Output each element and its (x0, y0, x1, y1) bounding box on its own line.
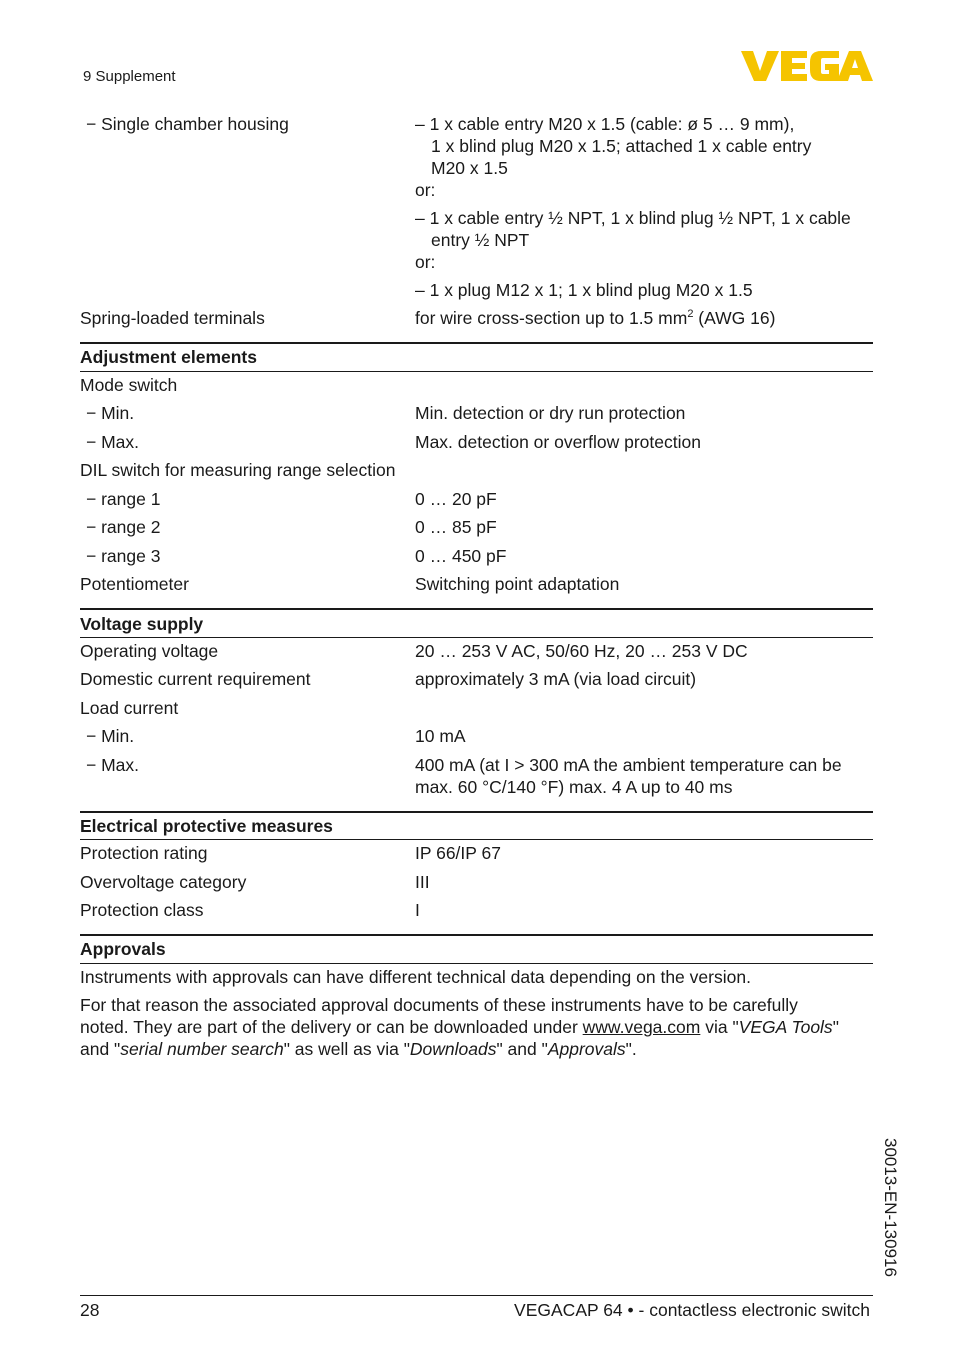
section-rule-top (80, 608, 873, 610)
section-rule-bottom (80, 963, 873, 964)
voltage-section-title: Voltage supply (80, 614, 204, 634)
vega-tools-term: VEGA Tools (738, 1017, 833, 1037)
serial-number-search-term: serial number search (120, 1039, 284, 1059)
mode-min-value: Min. detection or dry run protection (415, 403, 686, 423)
approvals-text: " (832, 1017, 839, 1037)
approvals-text: via " (700, 1017, 739, 1037)
housing-or-1: or: (415, 180, 436, 200)
terminals-value-main: for wire cross-section up to 1.5 mm (415, 308, 688, 328)
footer-rule (80, 1295, 873, 1296)
adjustment-section-title: Adjustment elements (80, 347, 257, 367)
page-number: 28 (80, 1300, 100, 1320)
protection-class-label: Protection class (80, 900, 204, 920)
electrical-section-title: Electrical protective measures (80, 816, 333, 836)
overvoltage-value: III (415, 872, 430, 892)
terminals-value-superscript: 2 (687, 308, 694, 321)
section-rule-bottom (80, 371, 873, 372)
protection-class-value: I (415, 900, 420, 920)
housing-label: − Single chamber housing (86, 114, 289, 134)
terminals-label: Spring-loaded terminals (80, 308, 265, 328)
mode-min-label: − Min. (86, 403, 135, 423)
domestic-current-value: approximately 3 mA (via load circuit) (415, 669, 697, 689)
approvals-term: Approvals (547, 1039, 626, 1059)
load-max-value-line1: 400 mA (at I > 300 mA the ambient temperature can be (415, 755, 842, 775)
mode-switch-label: Mode switch (80, 375, 178, 395)
dil-switch-label: DIL switch for measuring range selection (80, 460, 396, 480)
approvals-paragraph-2-line1: For that reason the associated approval documents of these instruments have to be carefully (80, 995, 798, 1015)
range2-label: − range 2 (86, 517, 161, 537)
vega-website-link[interactable]: www.vega.com (582, 1017, 701, 1037)
approvals-paragraph-2-line2 (80, 1016, 839, 1038)
section-rule-top (80, 342, 873, 344)
overvoltage-label: Overvoltage category (80, 872, 247, 892)
approvals-text: ". (625, 1039, 637, 1059)
range3-label: − range 3 (86, 546, 161, 566)
load-min-label: − Min. (86, 726, 135, 746)
approvals-text: noted. They are part of the delivery or can be downloaded under (80, 1017, 583, 1037)
document-code: 30013-EN-130916 (881, 1138, 900, 1277)
range2-value: 0 … 85 pF (415, 517, 497, 537)
section-rule-top (80, 811, 873, 813)
range3-value: 0 … 450 pF (415, 546, 507, 566)
housing-entry1-line3: M20 x 1.5 (431, 158, 508, 178)
section-rule-bottom (80, 839, 873, 840)
load-current-label: Load current (80, 698, 179, 718)
running-header: 9 Supplement (83, 68, 176, 85)
potentiometer-label: Potentiometer (80, 574, 189, 594)
load-min-value: 10 mA (415, 726, 466, 746)
section-rule-bottom (80, 637, 873, 638)
operating-voltage-value: 20 … 253 V AC, 50/60 Hz, 20 … 253 V DC (415, 641, 748, 661)
housing-entry2-line2: entry ½ NPT (431, 230, 530, 250)
terminals-value (415, 307, 775, 329)
approvals-text: " as well as via " (283, 1039, 410, 1059)
terminals-value-awg: (AWG 16) (693, 308, 776, 328)
domestic-current-label: Domestic current requirement (80, 669, 311, 689)
mode-max-value: Max. detection or overflow protection (415, 432, 701, 452)
potentiometer-value: Switching point adaptation (415, 574, 620, 594)
vega-logo (741, 49, 873, 83)
load-max-value-line2: max. 60 °C/140 °F) max. 4 A up to 40 ms (415, 777, 733, 797)
mode-max-label: − Max. (86, 432, 140, 452)
protection-rating-value: IP 66/IP 67 (415, 843, 501, 863)
document-code-vertical (880, 1138, 910, 1298)
range1-label: − range 1 (86, 489, 161, 509)
protection-rating-label: Protection rating (80, 843, 208, 863)
section-rule-top (80, 934, 873, 936)
approvals-section-title: Approvals (80, 939, 166, 959)
housing-or-2: or: (415, 252, 436, 272)
operating-voltage-label: Operating voltage (80, 641, 219, 661)
load-max-label: − Max. (86, 755, 140, 775)
housing-entry1-line1: – 1 x cable entry M20 x 1.5 (cable: ø 5 … 9 mm), (415, 114, 795, 134)
approvals-text: and " (80, 1039, 121, 1059)
housing-entry3-line1: – 1 x plug M12 x 1; 1 x blind plug M20 x 1.5 (415, 280, 753, 300)
housing-entry1-line2: 1 x blind plug M20 x 1.5; attached 1 x cable entry (431, 136, 812, 156)
footer-product-title: VEGACAP 64 • - contactless electronic switch (514, 1300, 870, 1320)
approvals-paragraph-1: Instruments with approvals can have different technical data depending on the version. (80, 967, 751, 987)
housing-entry2-line1: – 1 x cable entry ½ NPT, 1 x blind plug ½ NPT, 1 x cable (415, 208, 851, 228)
approvals-paragraph-2-line3 (80, 1038, 637, 1060)
downloads-term: Downloads (409, 1039, 497, 1059)
range1-value: 0 … 20 pF (415, 489, 497, 509)
approvals-text: " and " (496, 1039, 548, 1059)
